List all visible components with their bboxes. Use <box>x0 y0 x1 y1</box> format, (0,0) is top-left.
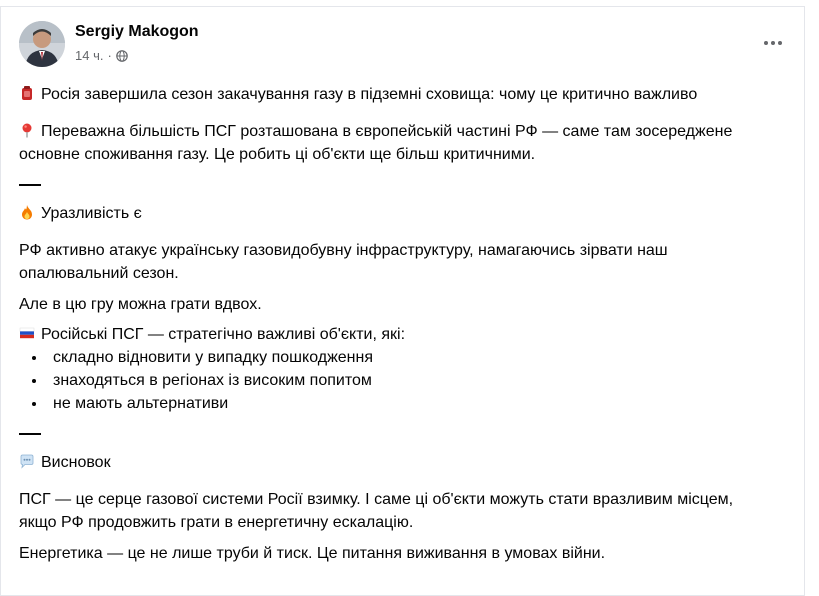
vulnerability-note: Але в цю гру можна грати вдвох. <box>19 296 262 313</box>
divider <box>19 433 41 435</box>
pin-icon <box>19 122 35 138</box>
avatar-image <box>19 21 65 67</box>
vulnerability-line1: РФ активно атакує українську газовидобувну інфраструктуру, намагаючись зірвати наш <box>19 242 668 259</box>
vulnerability-line2: опалювальний сезон. <box>19 265 179 282</box>
post-header <box>19 21 789 71</box>
fuel-can-icon <box>19 85 35 101</box>
post-body <box>19 79 794 565</box>
conclusion-line1: ПСГ — це серце газової системи Росії взимку. І саме ці об'єкти можуть стати вразливим місцем, <box>19 491 734 508</box>
conclusion-title: Висновок <box>41 454 111 471</box>
russia-flag-icon <box>19 325 35 341</box>
conclusion-line2: якщо РФ продовжить грати в енергетичну ескалацію. <box>19 514 414 531</box>
headline-paragraph <box>19 83 794 106</box>
fire-icon <box>19 204 35 220</box>
post-meta <box>75 48 128 63</box>
psg-bullet-list <box>19 346 794 415</box>
list-item: знаходяться в регіонах із високим попитом <box>19 369 794 392</box>
meta-separator: · <box>107 48 112 63</box>
vulnerability-heading <box>19 202 794 225</box>
speech-bubble-icon <box>19 453 35 469</box>
author-name[interactable]: Sergiy Makogon <box>75 23 199 40</box>
point1-paragraph <box>19 120 794 166</box>
psg-heading <box>19 323 794 346</box>
list-item: не мають альтернативи <box>19 392 794 415</box>
conclusion-paragraph <box>19 488 794 534</box>
divider <box>19 184 41 186</box>
vulnerability-paragraph <box>19 239 794 285</box>
post-time[interactable]: 14 ч. <box>75 48 104 63</box>
list-item: складно відновити у випадку пошкодження <box>19 346 794 369</box>
point1-line1: Переважна більшість ПСГ розташована в європейській частині РФ — саме там зосереджене <box>41 123 733 140</box>
avatar[interactable] <box>19 21 65 67</box>
final-paragraph: Енергетика — це не лише труби й тиск. Це питання виживання в умовах війни. <box>19 545 606 562</box>
globe-icon[interactable] <box>116 50 128 62</box>
post-card <box>0 6 805 596</box>
headline-text: Росія завершила сезон закачування газу в підземні сховища: чому це критично важливо <box>41 86 698 103</box>
more-options-icon[interactable] <box>761 33 785 53</box>
point1-line2: основне споживання газу. Це робить ці об'єкти ще більш критичними. <box>19 146 536 163</box>
conclusion-heading <box>19 451 794 474</box>
psg-title: Російські ПСГ — стратегічно важливі об'єкти, які: <box>41 326 406 343</box>
vulnerability-title: Уразливість є <box>41 205 142 222</box>
